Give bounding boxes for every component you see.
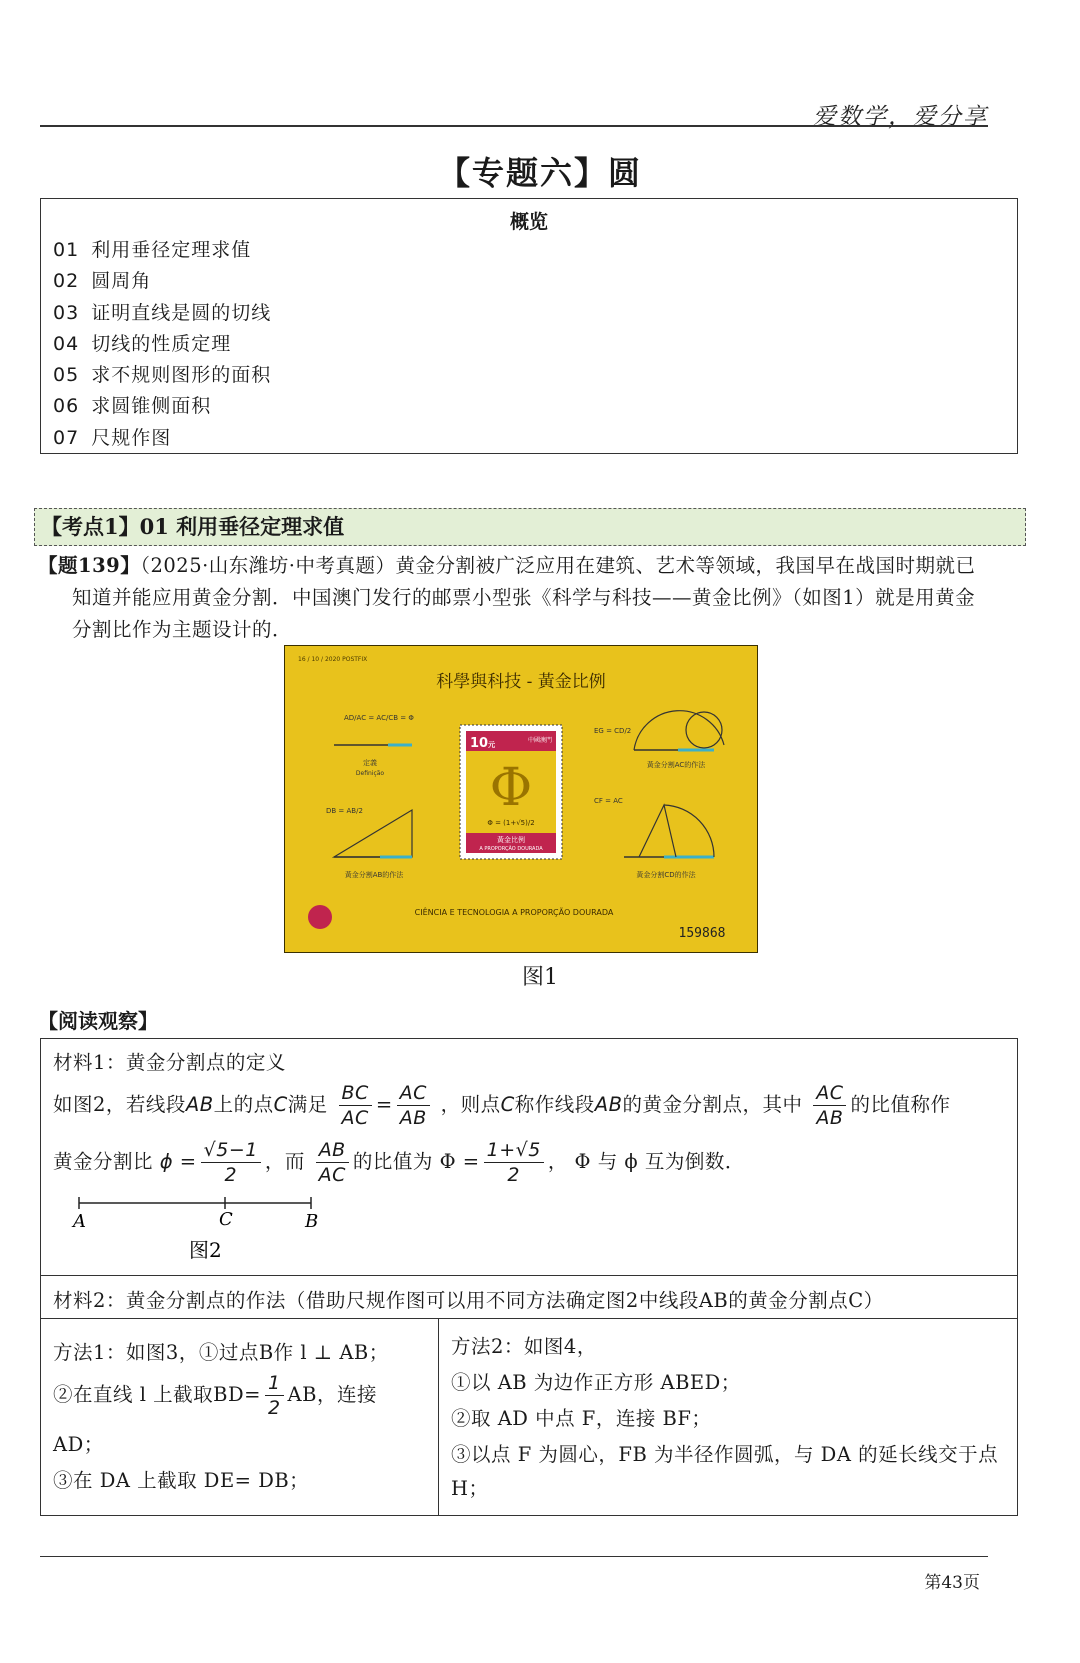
method-2-line-2: ①以 AB 为边作正方形 ABED； [451,1371,741,1394]
problem-tag: 【题139】 [38,554,141,577]
overview-title: 概览 [509,211,548,233]
fraction: $\frac{BC}{AC}$ [339,1081,372,1130]
method-2-line-3: ②取 AD 中点 F，连接 BF； [451,1407,712,1430]
overview-item: 04 切线的性质定理 [53,332,232,355]
method-2-line-1: 方法2：如图4， [451,1335,597,1358]
method-1-line-1: 方法1：如图3，①过点B作 l ⊥ AB； [53,1341,389,1364]
overview-box [40,198,1018,454]
method-1-line-3: AD； [53,1433,104,1456]
point-c-label: C [219,1209,233,1230]
postal-logo-icon [308,905,332,929]
method-2-line-5: H； [451,1477,489,1500]
overview-list [53,235,271,454]
method-1-cell [41,1319,439,1515]
stamp-center-caption-pt: A PROPORÇÃO DOURADA [479,846,543,852]
method-2-line-4: ③以点 F 为圆心，FB 为半径作圆弧，与 DA 的延长线交于点 [451,1443,999,1466]
material-2-cell [41,1276,1017,1319]
stamp-center-value: 10元 [470,736,496,751]
section-heading: 【考点1】01 利用垂径定理求值 [34,508,1026,546]
fraction: $\frac{AC}{AB}$ [397,1081,430,1130]
fraction: $\frac{1}{2}$ [265,1371,284,1420]
figure-1-caption: 图1 [522,965,558,990]
stamp-tr-formula: EG = CD/2 [594,727,632,735]
stamp-bl-caption: 黃金分割AB的作法 [344,871,404,879]
overview-item: 06 求圆锥侧面积 [53,395,212,418]
overview-item: 05 求不规则图形的面积 [53,364,272,387]
stamp-tl-caption-pt: Definição [355,770,385,777]
footer-rule [40,1556,988,1557]
overview-item: 07 尺规作图 [53,426,172,449]
header-rule [40,125,988,127]
stamp-tl-caption: 定義 [363,759,377,767]
method-1-line-2: ②在直线 l 上截取BD= $\frac{1}{2}$ AB，连接 [53,1372,377,1419]
stamp-center-symbol: Φ [489,758,533,818]
point-b-label: B [305,1211,319,1232]
material-2-heading: 材料2：黄金分割点的作法（借助尺规作图可以用不同方法确定图2中线段AB的黄金分割点C） [53,1289,884,1312]
stamp-serial-top: 16 / 10 / 2020 POSTFIX [298,656,368,663]
figure-2 [63,1189,323,1269]
reading-heading: 【阅读观察】 [38,1009,158,1033]
overview-item: 01 利用垂径定理求值 [53,239,252,261]
fraction: $\frac{1+√5}{2}$ [484,1138,544,1187]
overview-item: 03 证明直线是圆的切线 [53,301,272,324]
stamp-serial: 159868 [678,926,726,941]
material-1-line-1: 如图2，若线段AB上的点C满足 $\frac{BC}{AC}$ = $\frac{AC}{AB}$ ，则点C称作线段AB的黄金分割点，其中 $\frac{AC}{AB}$ 的比值称作 [53,1082,951,1129]
stamp-br-caption: 黃金分割CD的作法 [636,871,696,879]
stamp-center-caption: 黃金比例 [497,836,525,844]
overview-item: 02 圆周角 [53,270,152,293]
material-1-cell [41,1039,1017,1276]
page-number: 第43页 [924,1573,980,1593]
fraction: $\frac{√5-1}{2}$ [201,1138,261,1187]
stamp-center-country: 中國澳門 [527,737,552,744]
method-2-cell [439,1319,1017,1515]
stamp-tr-caption: 黃金分割AC的作法 [646,761,706,769]
stamp-image [284,645,758,953]
stamp-tl-formula: AD/AC = AC/CB = Φ [344,714,414,722]
stamp-center-formula: Φ = (1+√5)/2 [487,819,535,827]
stamp-title: 科學與科技 - 黃金比例 [436,672,606,692]
fraction: $\frac{AC}{AB}$ [813,1081,846,1130]
stamp-br-formula: CF = AC [594,797,623,805]
material-1-heading: 材料1：黄金分割点的定义 [53,1051,286,1074]
figure-2-caption: 图2 [189,1238,222,1262]
fraction: $\frac{AB}{AC}$ [316,1138,349,1187]
stamp-bl-formula: DB = AB/2 [326,807,363,815]
header-motto: 爱数学，爱分享 [813,104,988,130]
method-1-line-4: ③在 DA 上截取 DE= DB； [53,1469,310,1492]
material-1-line-2: 黄金分割比 ϕ = $\frac{√5-1}{2}$ ，而 $\frac{AB}{AC}$ 的比值为 Φ = $\frac{1+√5}{2}$ ， Φ 与 ϕ 互为倒数． [53,1139,745,1186]
page-title: 【专题六】圆 [437,154,642,192]
point-a-label: A [73,1211,86,1232]
stamp-bottom-text: CIÊNCIA E TECNOLOGIA A PROPORÇÃO DOURADA [414,908,614,917]
materials-table [40,1038,1018,1516]
problem-text: 【题139】（2025·山东潍坊·中考真题）黄金分割被广泛应用在建筑、艺术等领域，我国早在战国时期就已 知道并能应用黄金分割．中国澳门发行的邮票小型张《科学与科技——黄金比例》（如图1）就是用黄金 分割比作为主题设计的． [38,554,976,641]
